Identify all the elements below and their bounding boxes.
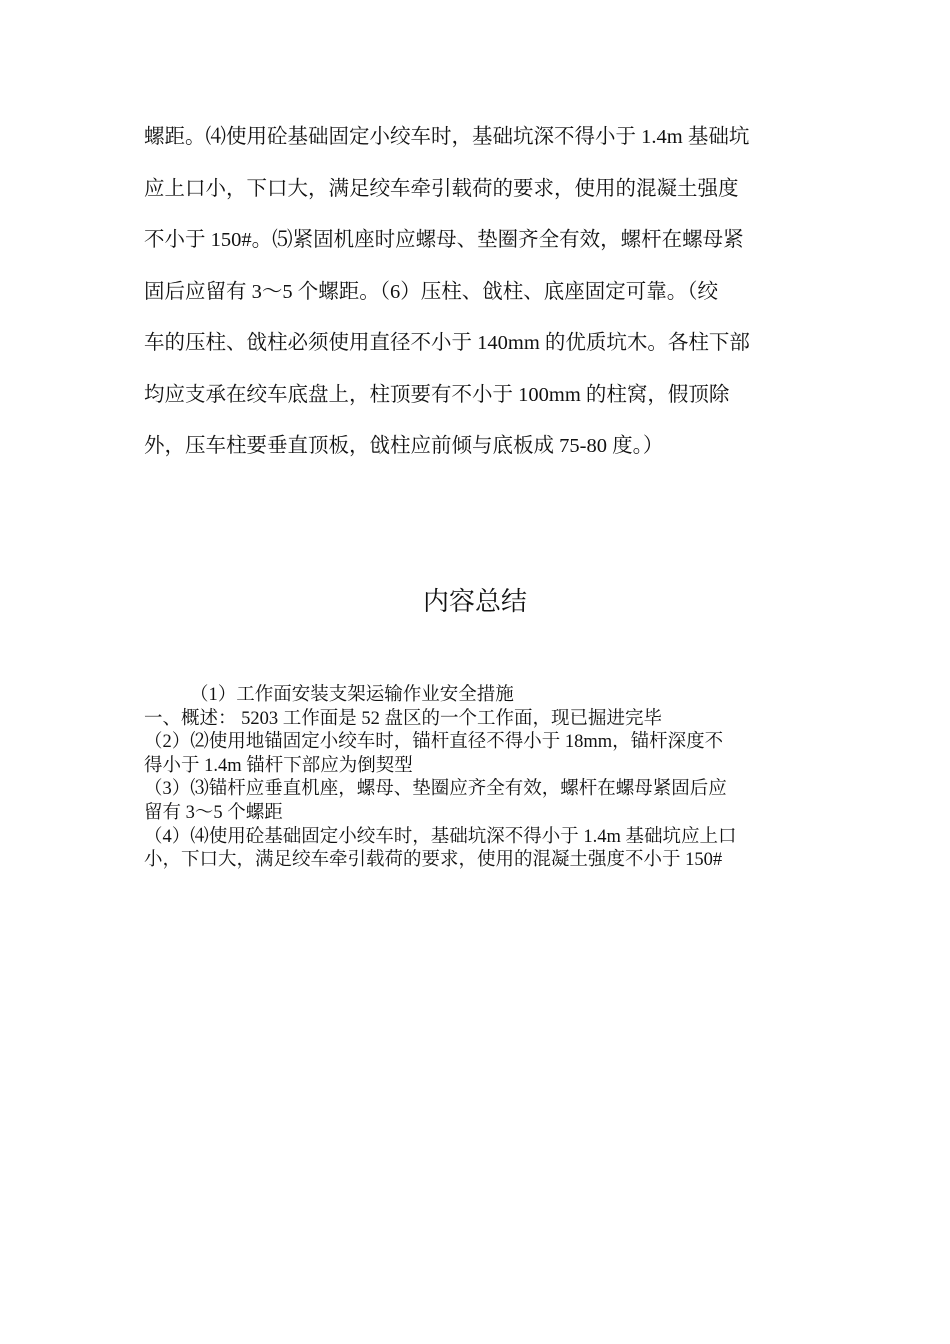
body-line: 均应支承在绞车底盘上，柱顶要有不小于 100mm 的柱窝，假顶除 — [144, 383, 730, 406]
body-line: 车的压柱、戗柱必须使用直径不小于 140mm 的优质坑木。各柱下部 — [144, 332, 750, 354]
summary-line: 得小于 1.4m 锚杆下部应为倒契型 — [144, 755, 413, 776]
summary-line: 小，下口大，满足绞车牵引载荷的要求，使用的混凝土强度不小于 150# — [144, 850, 723, 871]
summary-block — [144, 684, 814, 873]
body-line: 固后应留有 3～5 个螺距。（6）压柱、戗柱、底座固定可靠。（绞 — [144, 280, 718, 303]
summary-line: （2）⑵使用地锚固定小绞车时，锚杆直径不得小于 18mm，锚杆深度不 — [144, 732, 724, 753]
summary-line: 一、概述： 5203 工作面是 52 盘区的一个工作面，现已掘进完毕 — [144, 708, 663, 729]
body-paragraph — [144, 114, 808, 475]
summary-line: （4）⑷使用砼基础固定小绞车时，基础坑深不得小于 1.4m 基础坑应上口 — [144, 826, 737, 847]
summary-line: 留有 3～5 个螺距 — [144, 802, 283, 823]
body-line: 应上口小，下口大，满足绞车牵引载荷的要求，使用的混凝土强度 — [144, 177, 739, 200]
body-line: 不小于 150#。⑸紧固机座时应螺母、垫圈齐全有效，螺杆在螺母紧 — [144, 229, 744, 251]
summary-title: 内容总结 — [422, 587, 527, 616]
body-line: 螺距。⑷使用砼基础固定小绞车时，基础坑深不得小于 1.4m 基础坑 — [144, 126, 750, 148]
body-line: 外，压车柱要垂直顶板，戗柱应前倾与底板成 75-80 度。） — [144, 435, 664, 457]
summary-line: （1）工作面安装支架运输作业安全措施 — [190, 685, 514, 705]
summary-line: （3）⑶锚杆应垂直机座，螺母、垫圈应齐全有效，螺杆在螺母紧固后应 — [144, 779, 727, 800]
